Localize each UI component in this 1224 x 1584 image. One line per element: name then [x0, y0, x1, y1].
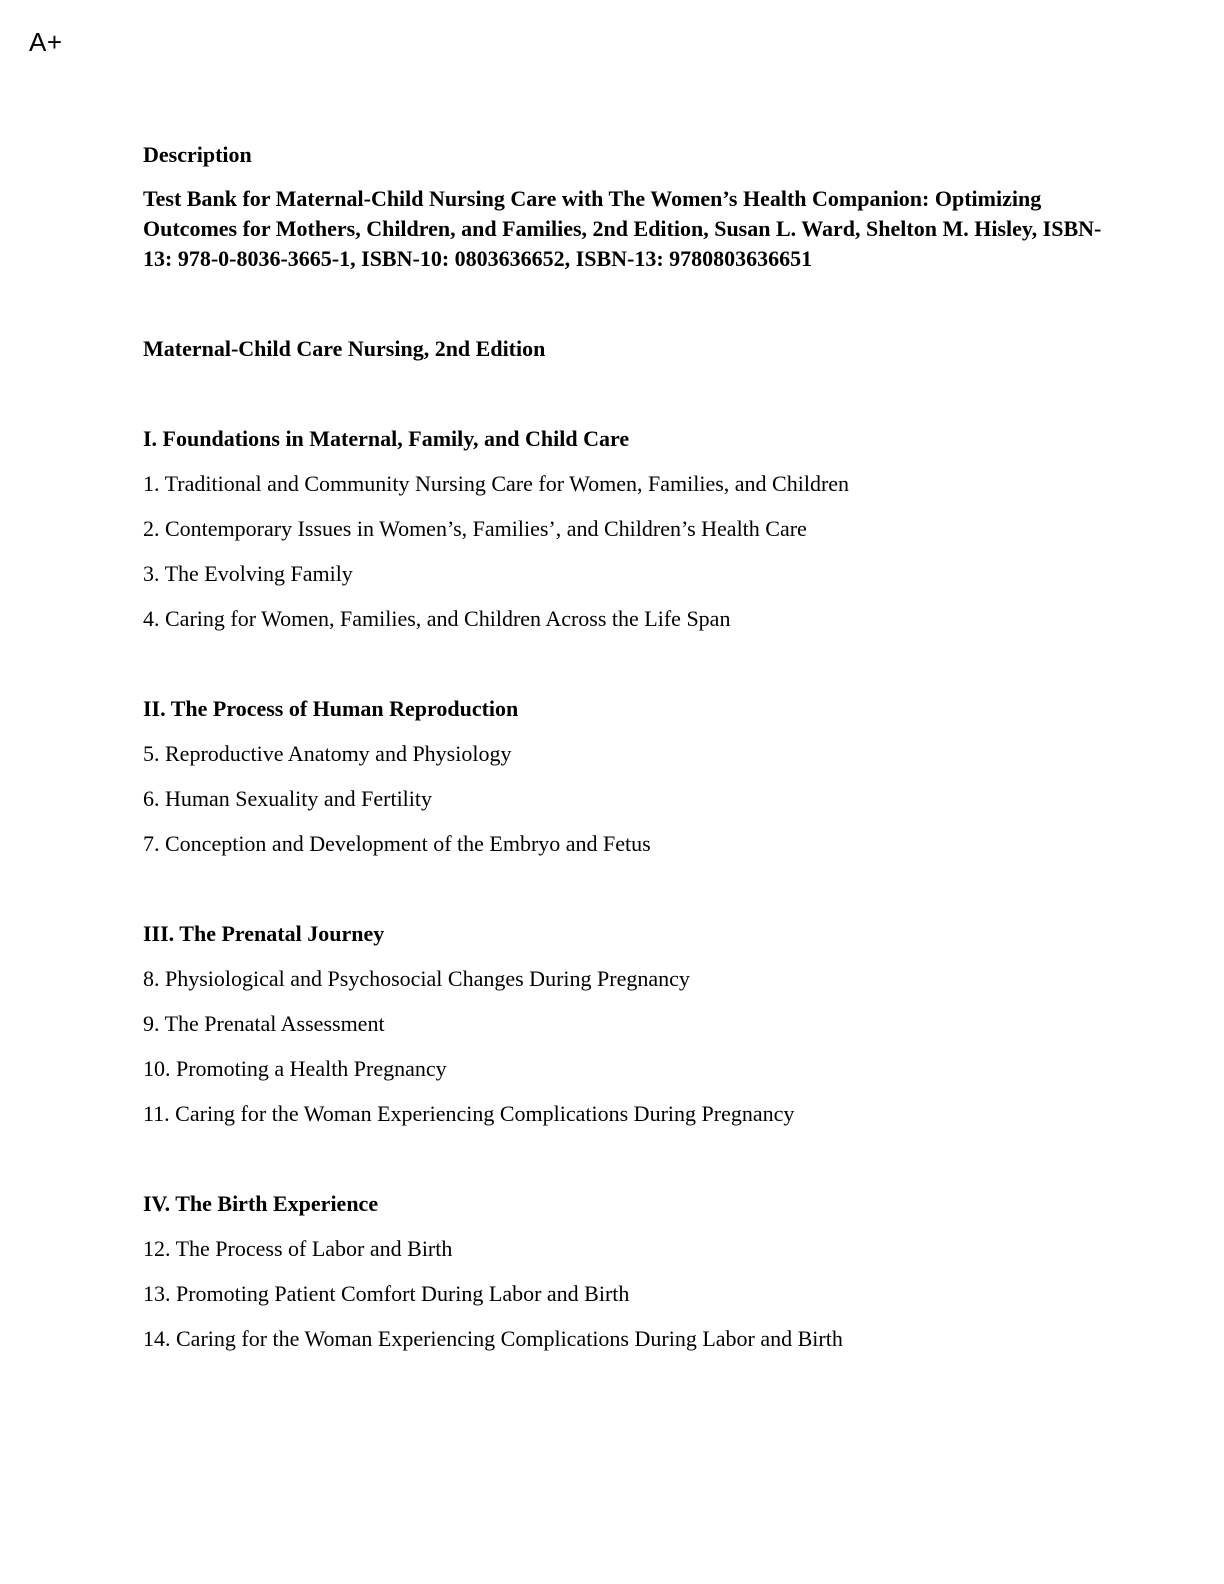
unit-section-2: [143, 694, 1103, 859]
chapter-item: 4. Caring for Women, Families, and Children Across the Life Span: [143, 606, 731, 631]
chapter-item: 6. Human Sexuality and Fertility: [143, 786, 433, 811]
chapter-item: 3. The Evolving Family: [143, 561, 353, 586]
document-body: [143, 140, 1103, 1354]
grade-mark: A+: [29, 27, 63, 57]
chapter-item: 10. Promoting a Health Pregnancy: [143, 1056, 447, 1081]
unit-section-3: [143, 919, 1103, 1129]
chapter-item: 8. Physiological and Psychosocial Changes During Pregnancy: [143, 966, 690, 991]
chapter-item: 7. Conception and Development of the Embryo and Fetus: [143, 831, 651, 856]
intro-text: Test Bank for Maternal-Child Nursing Care with The Women’s Health Companion: Optimizing Outcomes for Mothers, Children, and Families, 2nd Edition, Susan L. Ward, Shelton M. Hisley, ISBN-13: 978-0-8036-3665-1, ISBN-10: 0803636652, ISBN-13: 9780803636651: [143, 186, 1102, 271]
chapter-item: 12. The Process of Labor and Birth: [143, 1236, 453, 1261]
unit-heading: II. The Process of Human Reproduction: [143, 696, 519, 721]
unit-section-4: [143, 1189, 1103, 1354]
edition-title: Maternal-Child Care Nursing, 2nd Edition: [143, 336, 546, 361]
chapter-item: 9. The Prenatal Assessment: [143, 1011, 385, 1036]
unit-heading: I. Foundations in Maternal, Family, and Child Care: [143, 426, 630, 451]
chapter-item: 14. Caring for the Woman Experiencing Complications During Labor and Birth: [143, 1326, 843, 1351]
unit-heading: IV. The Birth Experience: [143, 1191, 379, 1216]
chapter-item: 11. Caring for the Woman Experiencing Complications During Pregnancy: [143, 1101, 795, 1126]
unit-section-1: [143, 424, 1103, 634]
chapter-item: 2. Contemporary Issues in Women’s, Families’, and Children’s Health Care: [143, 516, 807, 541]
unit-heading: III. The Prenatal Journey: [143, 921, 385, 946]
chapter-item: 1. Traditional and Community Nursing Care for Women, Families, and Children: [143, 471, 850, 496]
description-label: Description: [143, 142, 252, 167]
chapter-item: 5. Reproductive Anatomy and Physiology: [143, 741, 512, 766]
chapter-item: 13. Promoting Patient Comfort During Labor and Birth: [143, 1281, 630, 1306]
